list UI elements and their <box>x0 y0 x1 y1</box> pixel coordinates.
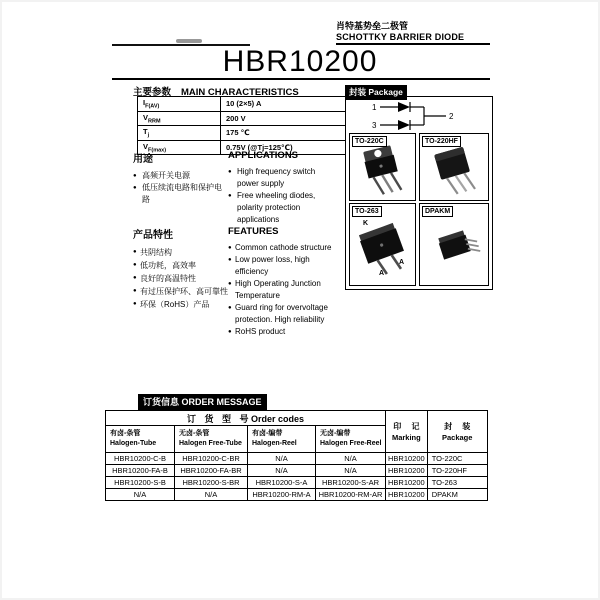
schematic-pin-1-label: 1 <box>372 103 377 112</box>
cell: N/A <box>316 453 386 465</box>
to263-anode-label: A <box>379 270 385 277</box>
list-item: ● Free wheeling diodes, polarity protection applications <box>228 190 324 226</box>
table-row <box>106 477 488 489</box>
list-item: ● 低压续流电路和保护电路 <box>133 182 227 206</box>
list-item: ● Guard ring for overvoltage protection. High reliability <box>228 302 341 326</box>
column-header-halogen-reel: 有卤-编带 Halogen-Reel <box>248 426 316 453</box>
cell: N/A <box>316 465 386 477</box>
cell: N/A <box>248 453 316 465</box>
cell: HBR10200-S-A <box>248 477 316 489</box>
cell: N/A <box>248 465 316 477</box>
features-heading-cn: 产品特性 <box>133 230 173 241</box>
package-variant-to220c <box>349 133 416 201</box>
common-cathode-schematic <box>370 99 482 133</box>
list-item: ● RoHS product <box>228 326 341 338</box>
cell: HBR10200-FA-BR <box>175 465 248 477</box>
list-item: ● High frequency switch power supply <box>228 166 324 190</box>
param-tj: $T_j$ <box>138 126 221 141</box>
schematic-pin-2-label: 2 <box>449 112 454 121</box>
package-variant-label: TO-220HF <box>422 136 461 147</box>
to220hf-illustration <box>420 142 488 198</box>
cell: TO-220HF <box>427 465 487 477</box>
table-row <box>106 465 488 477</box>
value-if-av: 10 (2×5) A <box>221 97 382 112</box>
package-variant-label: DPAKM <box>422 206 453 217</box>
cell: HBR10200-C-BR <box>175 453 248 465</box>
diode-symbol <box>398 120 410 130</box>
value-tj: 175 ℃ <box>221 126 382 141</box>
page-title: HBR10200 <box>222 45 378 78</box>
cell: HBR10200-C-B <box>106 453 175 465</box>
features-en-section <box>228 226 341 338</box>
product-type-en: SCHOTTKY BARRIER DIODE <box>336 32 465 42</box>
list-item: ● 低功耗，高效率 <box>133 259 230 272</box>
cell: HBR10200-RM-A <box>248 489 316 501</box>
order-codes-group-header: 订 货 型 号 Order codes <box>106 411 386 426</box>
order-heading-cn: 订货信息 <box>143 397 180 407</box>
product-type-cn: 肖特基势垒二极管 <box>336 21 409 31</box>
package-section-heading <box>345 85 407 100</box>
list-item: ● 高频开关电源 <box>133 170 227 182</box>
cell: HBR10200-S-AR <box>316 477 386 489</box>
applications-cn-section <box>133 150 227 206</box>
package-variant-label: TO-220C <box>352 136 387 147</box>
cell: N/A <box>175 489 248 501</box>
title-rule <box>112 78 490 80</box>
applications-en-section <box>228 150 324 226</box>
to220c-illustration <box>350 142 415 198</box>
column-header-halogen-tube: 有卤-条管 Halogen-Tube <box>106 426 175 453</box>
features-heading-en: FEATURES <box>228 226 279 237</box>
param-if-av: $I_{F(AV)}$ <box>138 97 221 112</box>
cell: TO-263 <box>427 477 487 489</box>
cell: HBR10200-S-BR <box>175 477 248 489</box>
cell: HBR10200 <box>386 489 428 501</box>
list-item: ● 有过压保护环、高可靠性 <box>133 285 230 298</box>
package-variant-dpakm <box>419 203 489 286</box>
schematic-pin-3-label: 3 <box>372 121 377 130</box>
table-row <box>106 411 488 426</box>
column-header-halogen-free-reel: 无卤-编带 Halogen Free-Reel <box>316 426 386 453</box>
list-item: ● Low power loss, high efficiency <box>228 254 341 278</box>
value-vrrm: 200 V <box>221 111 382 126</box>
package-variant-to220hf <box>419 133 489 201</box>
cell: TO-220C <box>427 453 487 465</box>
list-item: ● 良好的高温特性 <box>133 272 230 285</box>
order-heading-en: ORDER MESSAGE <box>181 397 262 407</box>
marking-column-header: 印 记 Marking <box>386 411 428 453</box>
applications-heading-en: APPLICATIONS <box>228 150 299 161</box>
order-codes-table <box>105 410 488 501</box>
package-heading-cn: 封装 <box>349 87 367 97</box>
column-header-halogen-free-tube: 无卤-条管 Halogen Free-Tube <box>175 426 248 453</box>
package-heading-en: Package <box>368 87 403 97</box>
cell: HBR10200-RM-AR <box>316 489 386 501</box>
list-item: ● 共阴结构 <box>133 246 230 259</box>
cell: HBR10200 <box>386 477 428 489</box>
dpakm-illustration <box>420 212 488 282</box>
package-variant-to263 <box>349 203 416 286</box>
param-vrrm: $V_{RRM}$ <box>138 111 221 126</box>
to263-anode-label: A <box>399 259 405 266</box>
applications-heading-cn: 用途 <box>133 154 153 165</box>
param-vf-max: $V_{F(max)}$ <box>138 140 221 155</box>
list-item: ● High Operating Junction Temperature <box>228 278 341 302</box>
cell: N/A <box>106 489 175 501</box>
brand-logo <box>176 39 202 43</box>
cell: HBR10200 <box>386 465 428 477</box>
cell: HBR10200-S-B <box>106 477 175 489</box>
list-item: ● 环保（RoHS）产品 <box>133 298 230 311</box>
order-message-heading <box>138 394 267 410</box>
value-vf-max: 0.75V (@Tj=125℃) <box>221 140 382 155</box>
diode-symbol <box>398 102 410 112</box>
header-product-type <box>336 21 492 43</box>
package-column-header: 封 装 Package <box>427 411 487 453</box>
table-row <box>106 489 488 501</box>
package-variant-label: TO-263 <box>352 206 382 217</box>
features-cn-section <box>133 226 230 311</box>
table-row <box>106 453 488 465</box>
main-characteristics-heading-en: MAIN CHARACTERISTICS <box>181 87 299 98</box>
cell: HBR10200-FA-B <box>106 465 175 477</box>
list-item: ● Common cathode structure <box>228 242 341 254</box>
main-characteristics-heading-cn: 主要参数 <box>133 87 172 98</box>
cell: DPAKM <box>427 489 487 501</box>
cell: HBR10200 <box>386 453 428 465</box>
to263-cathode-label: K <box>363 220 369 227</box>
